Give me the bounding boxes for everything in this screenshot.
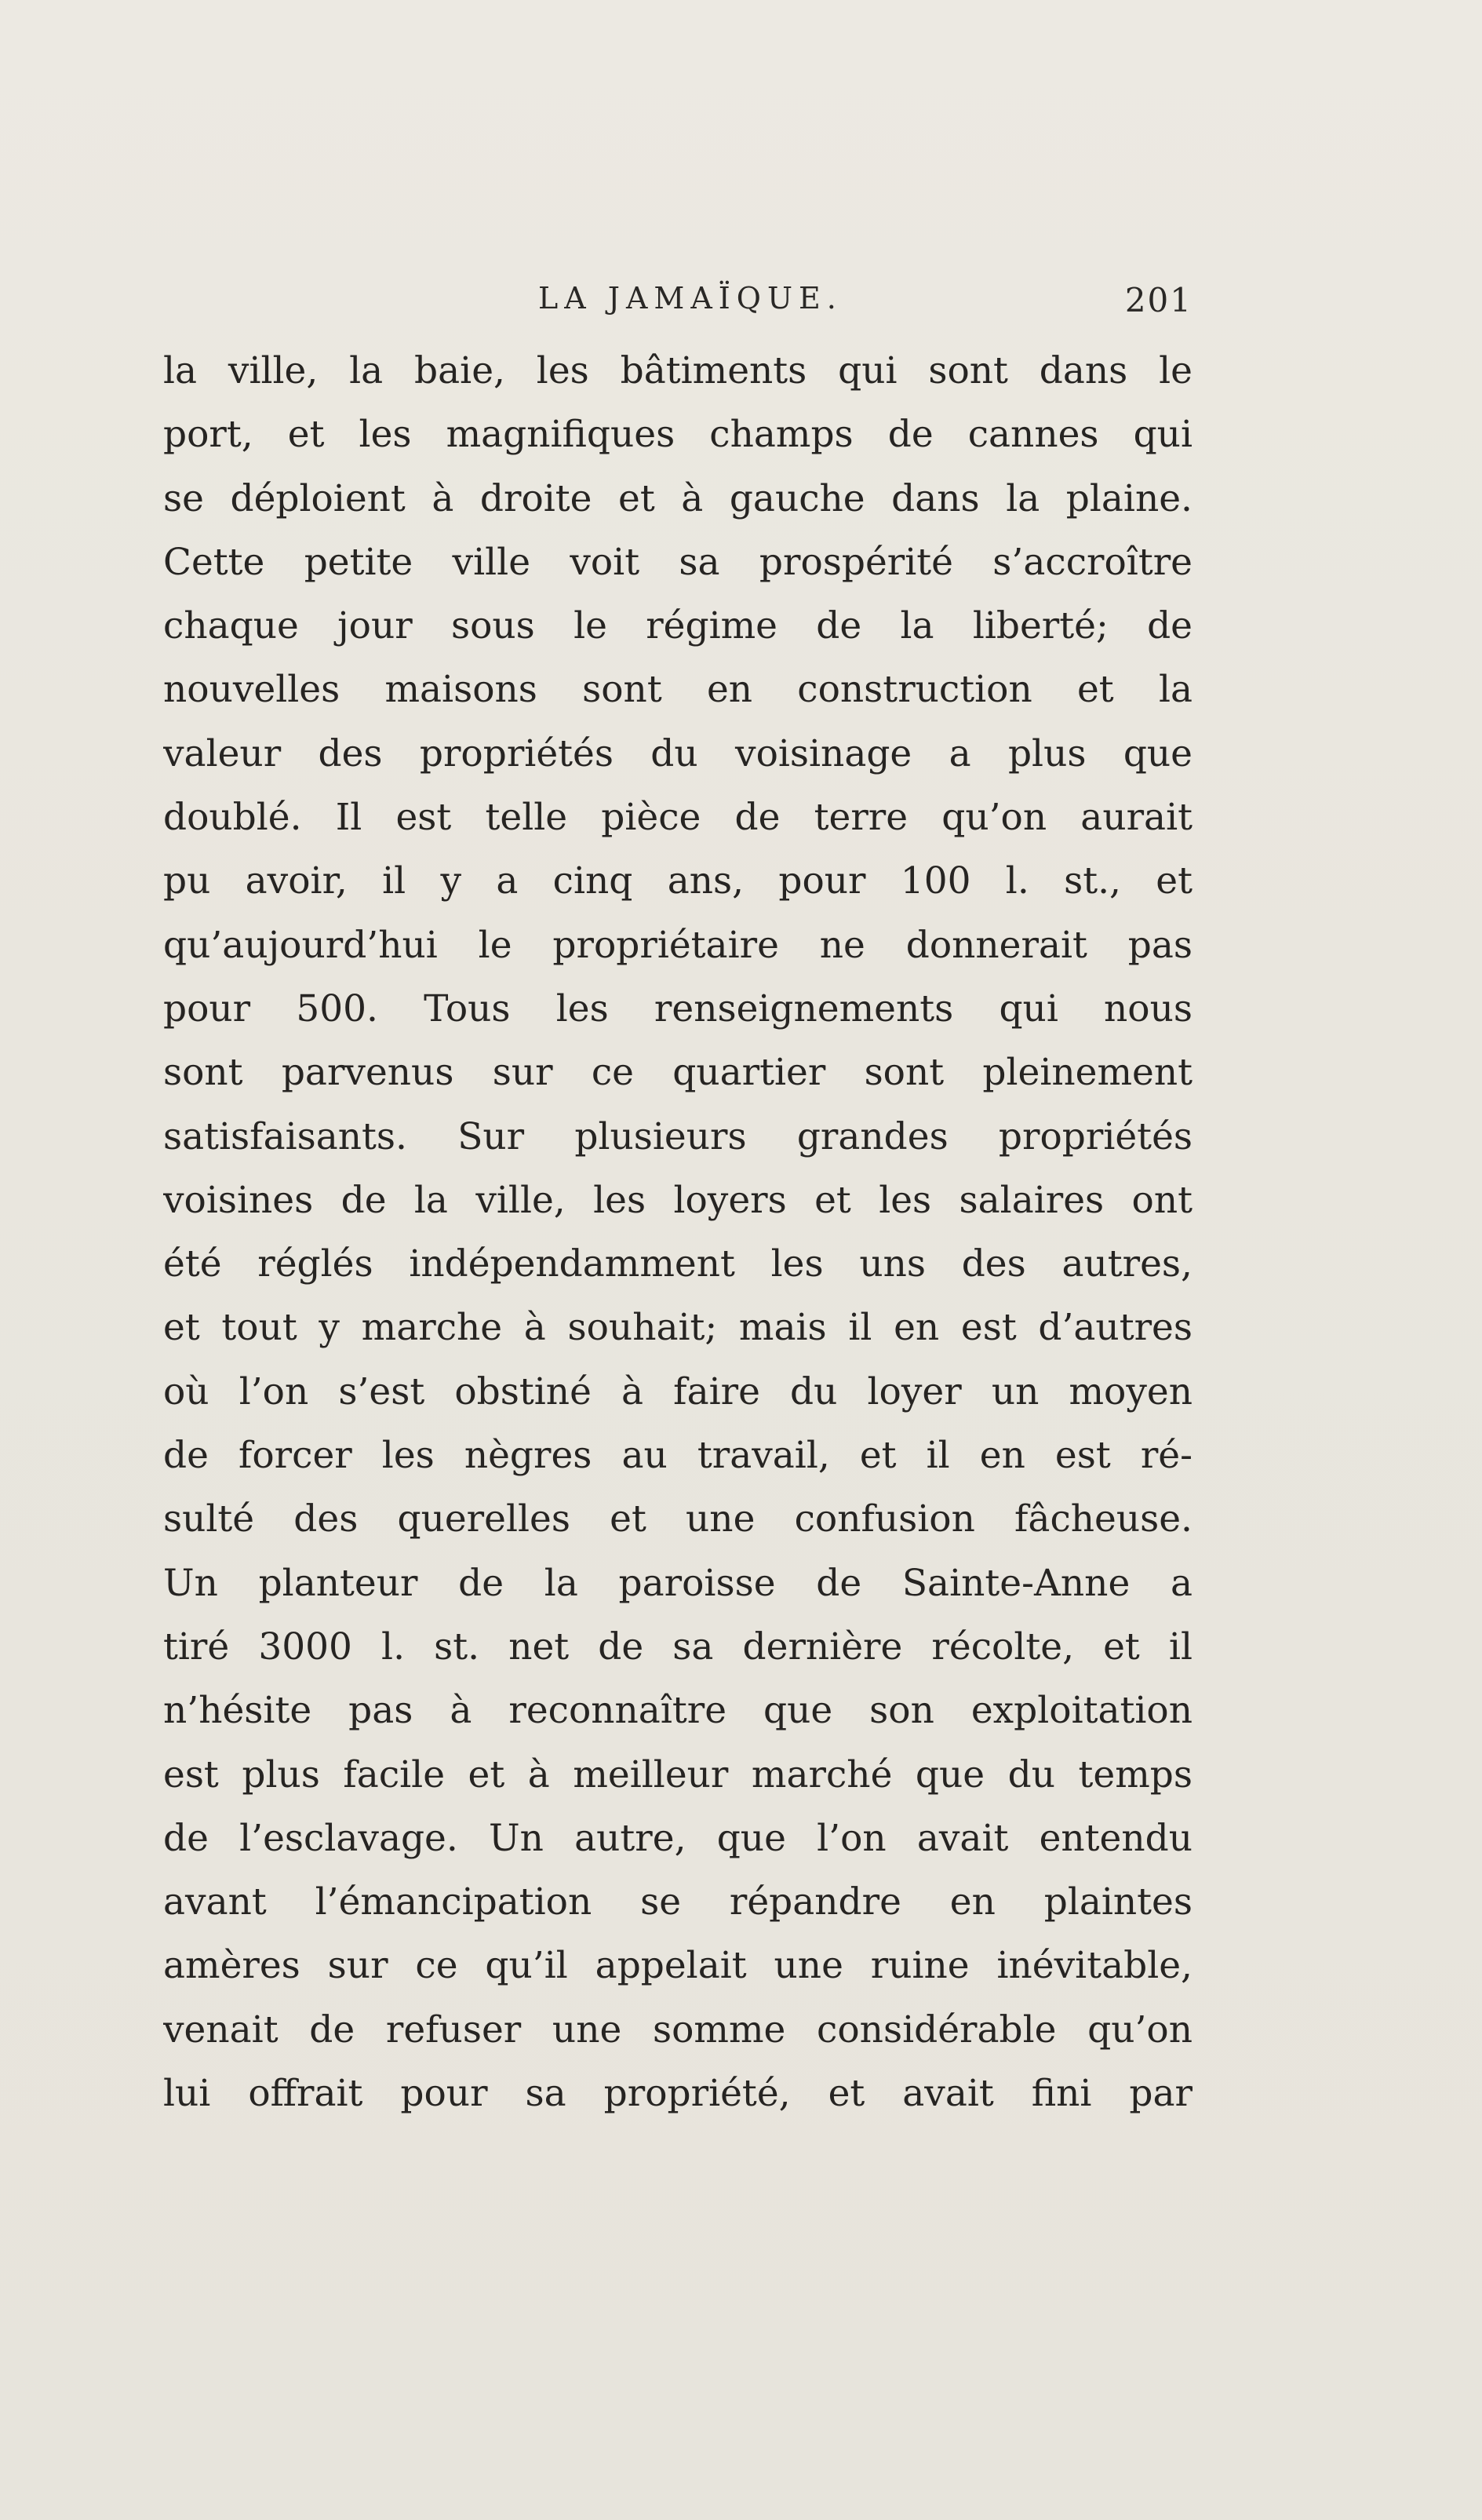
text-line: lui offrait pour sa propriété, et avait fini par <box>163 2072 1193 2116</box>
text-line: sont parvenus sur ce quartier sont pleinement <box>163 1051 1193 1095</box>
page-number: 201 <box>1124 281 1193 319</box>
text-line: chaque jour sous le régime de la liberté; de <box>163 604 1193 648</box>
text-line: la ville, la baie, les bâtiments qui sont dans le <box>163 349 1193 392</box>
text-line: venait de refuser une somme considérable qu’on <box>163 2008 1193 2051</box>
running-title: LA JAMAÏQUE. <box>538 281 843 315</box>
page-header <box>163 281 1193 325</box>
text-line: nouvelles maisons sont en construction et la <box>163 668 1193 712</box>
text-line: Cette petite ville voit sa prospérité s’accroître <box>163 540 1193 584</box>
text-line: pu avoir, il y a cinq ans, pour 100 l. st., et <box>163 859 1193 903</box>
text-line: amères sur ce qu’il appelait une ruine inévitable, <box>163 1944 1193 1988</box>
text-line: pour 500. Tous les renseignements qui nous <box>163 986 1193 1030</box>
text-line: n’hésite pas à reconnaître que son exploitation <box>163 1689 1193 1733</box>
text-line: se déploient à droite et à gauche dans la plaine. <box>163 476 1193 520</box>
text-line: avant l’émancipation se répandre en plaintes <box>163 1880 1193 1924</box>
text-line: port, et les magnifiques champs de cannes qui <box>163 413 1193 457</box>
body-text <box>163 339 1193 2125</box>
text-line: de forcer les nègres au travail, et il en est ré- <box>163 1434 1193 1478</box>
text-line: et tout y marche à souhait; mais il en est d’autres <box>163 1306 1193 1350</box>
text-line: tiré 3000 l. st. net de sa dernière récolte, et il <box>163 1625 1193 1668</box>
text-line: où l’on s’est obstiné à faire du loyer un moyen <box>163 1369 1193 1413</box>
text-line: Un planteur de la paroisse de Sainte-Anne a <box>163 1561 1193 1605</box>
text-line: satisfaisants. Sur plusieurs grandes propriétés <box>163 1114 1193 1158</box>
text-line: doublé. Il est telle pièce de terre qu’on aurait <box>163 796 1193 840</box>
text-line: qu’aujourd’hui le propriétaire ne donnerait pas <box>163 923 1193 967</box>
text-line: valeur des propriétés du voisinage a plus que <box>163 731 1193 775</box>
text-line: sulté des querelles et une confusion fâcheuse. <box>163 1497 1193 1541</box>
text-line: voisines de la ville, les loyers et les salaires ont <box>163 1178 1193 1222</box>
text-line: est plus facile et à meilleur marché que du temps <box>163 1752 1193 1796</box>
text-line: été réglés indépendamment les uns des autres, <box>163 1242 1193 1286</box>
text-line: de l’esclavage. Un autre, que l’on avait entendu <box>163 1816 1193 1860</box>
